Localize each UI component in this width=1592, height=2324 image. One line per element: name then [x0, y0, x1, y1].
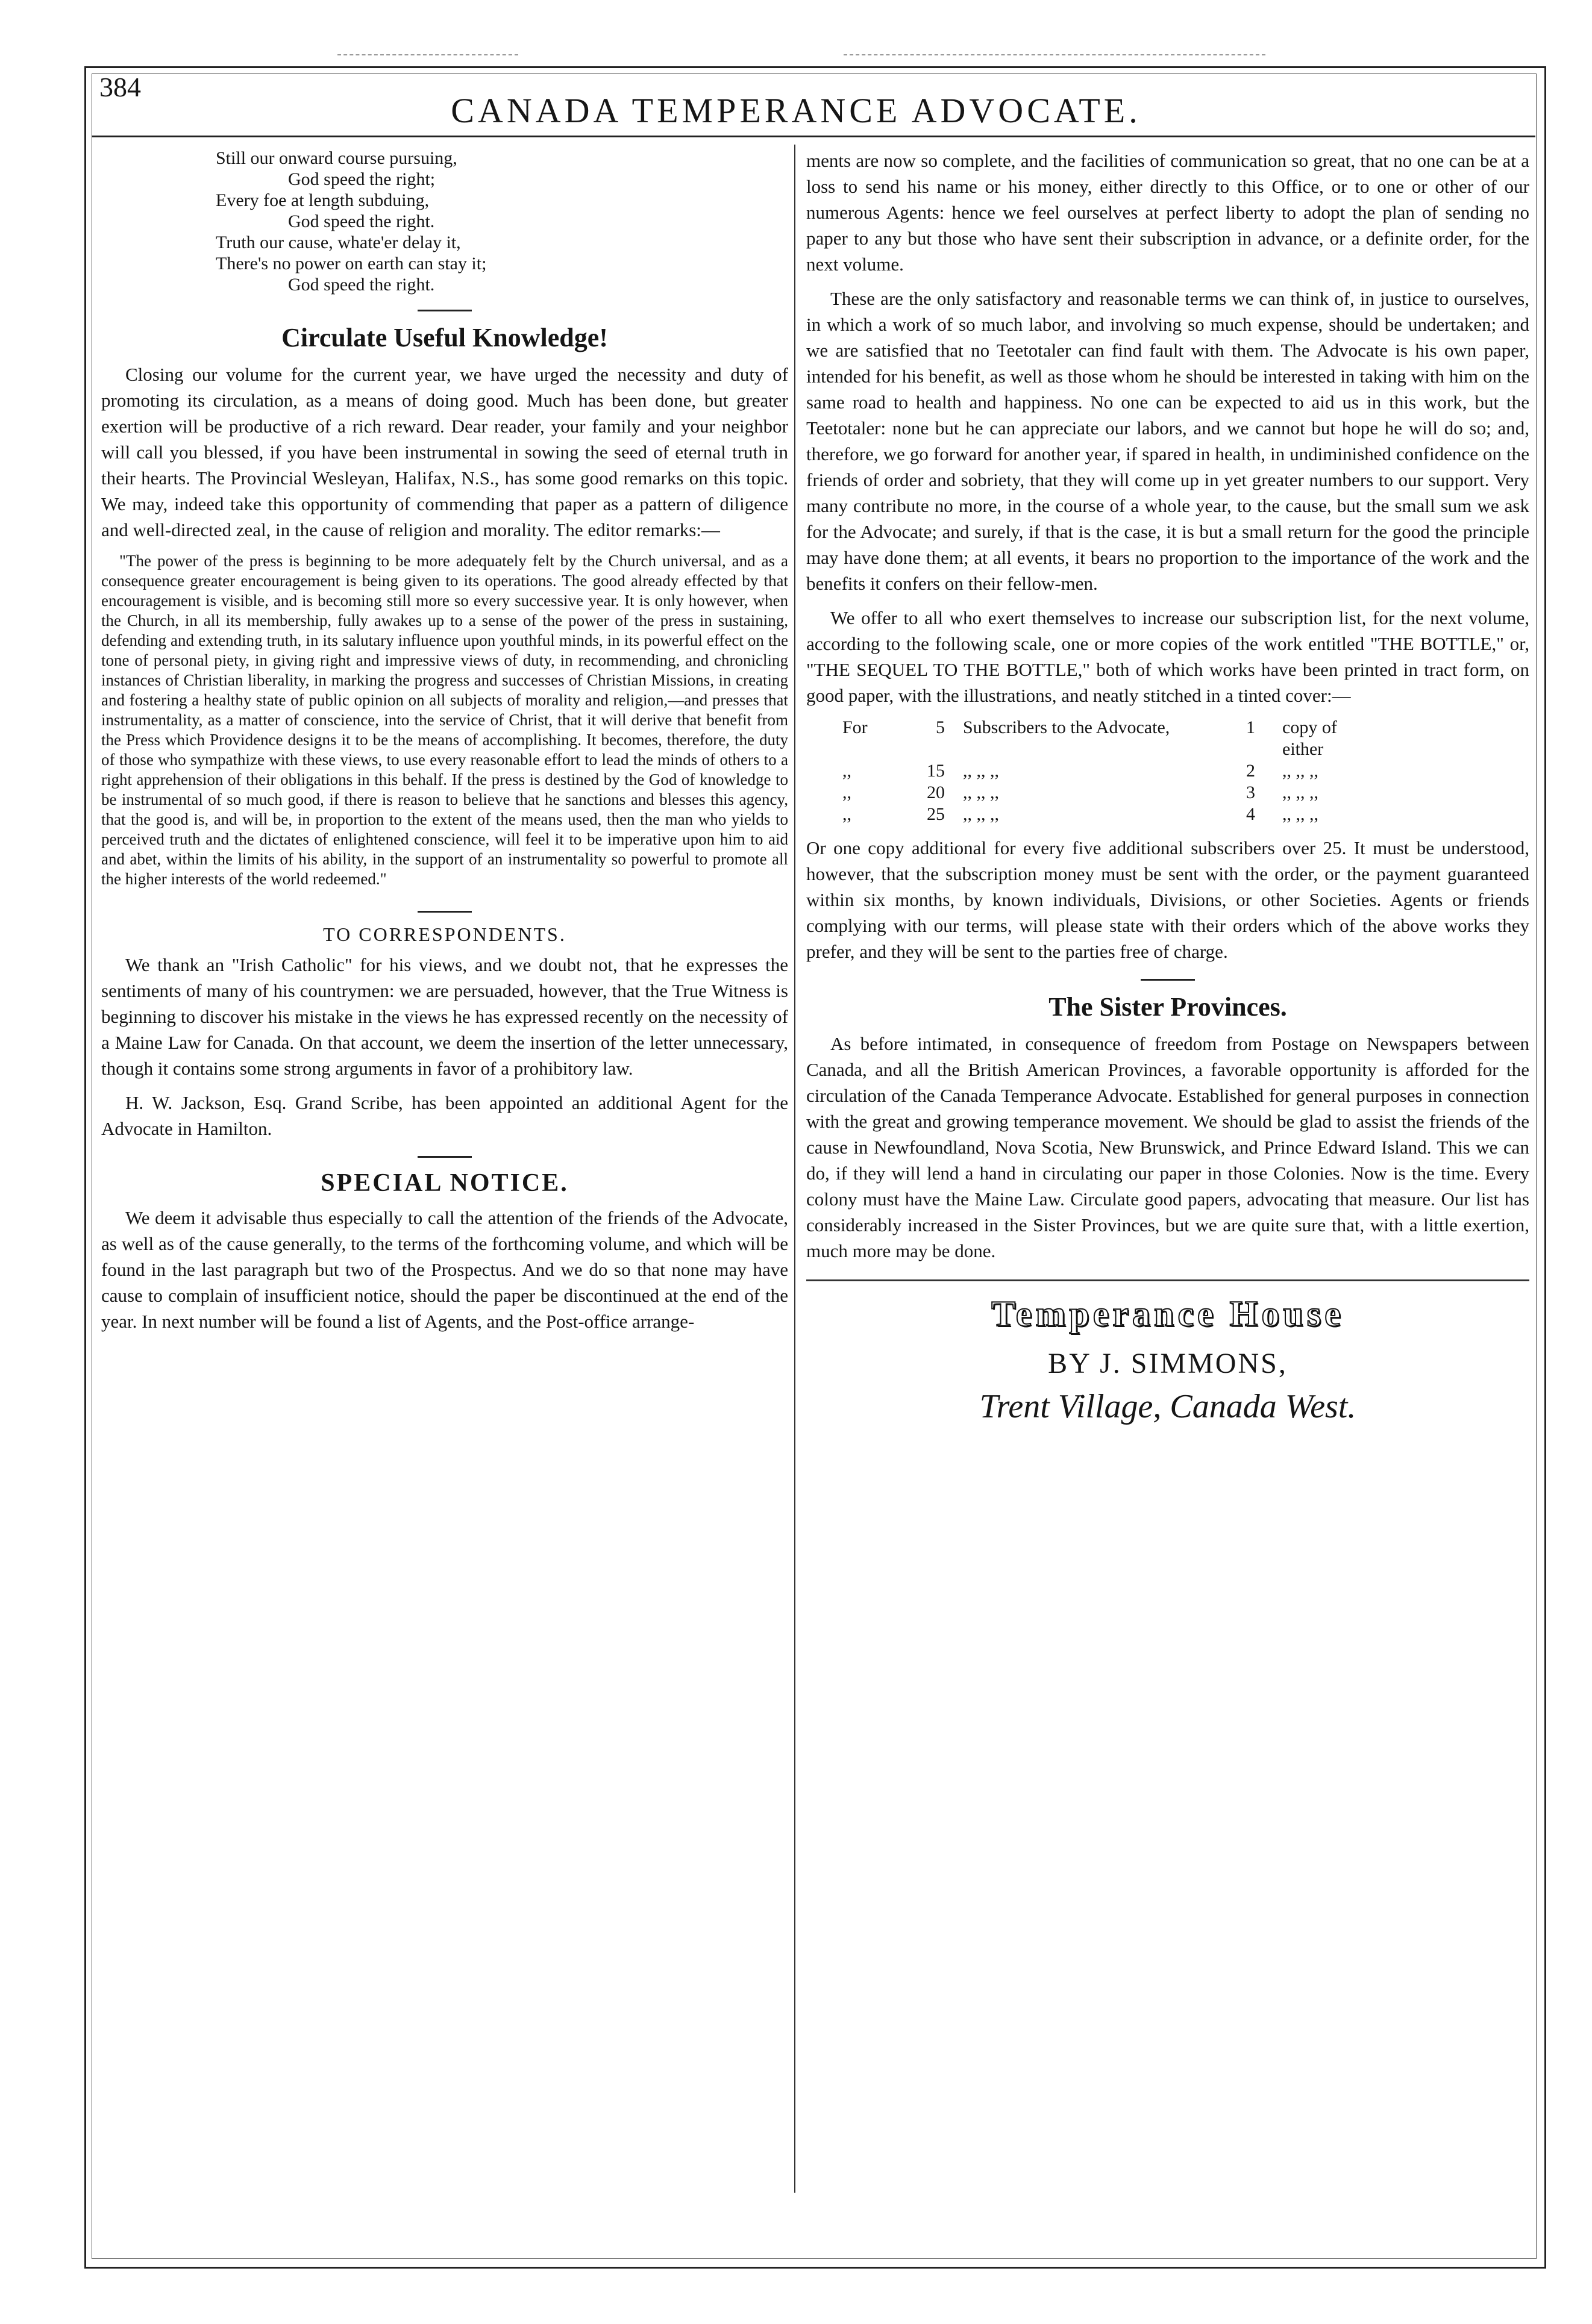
rate-count: 5: [936, 717, 945, 737]
special-notice-paragraph: We deem it advisable thus especially to call the attention of the friends of the Advocate, as well as of the cause generally, to the terms of the forthcoming volume, and which will be found in the last paragraph but two of the Prospectus. And we do so that none may have cause to complain of insufficient notice, should the paper be discontinued at the end of the year. In next number will be found a list of Agents, and the Post-office arrange-: [101, 1207, 788, 1332]
agent-notice-paragraph: H. W. Jackson, Esq. Grand Scribe, has been appointed an additional Agent for the Advocate in Hamilton.: [101, 1092, 788, 1139]
page-number: 384: [99, 72, 141, 102]
offer-paragraph: We offer to all who exert themselves to increase our subscription list, for the next volume, according to the following scale, one or more copies of the work entitled "THE BOTTLE," or, "THE SEQUEL TO THE BOTTLE," both of which works have been printed in tract form, on good paper, with the illustrations, and neatly stitched in a tinted cover:—: [806, 607, 1529, 706]
column-divider: [794, 145, 795, 2193]
section-rule: [418, 310, 472, 311]
rates-row: [842, 760, 1529, 782]
sister-provinces-heading: The Sister Provinces.: [1048, 992, 1287, 1022]
poem-line: God speed the right;: [288, 169, 436, 189]
section-rule: [418, 911, 472, 913]
rate-count: 25: [927, 804, 945, 824]
sister-provinces-paragraph: As before intimated, in consequence of freedom from Postage on Newspapers between Canada, and all the British American Provinces, a favorable opportunity is afforded for the circulation of the Canada Temperance Advocate. Established for general purposes in connection with the great and growing temperance movement. We should be glad to assist the friends of the cause in Newfoundland, Nova Scotia, New Brunswick, and Prince Edward Island. This we can do, if they will lend a hand in circulating our paper in those Colonies. Now is the time. Every colony must have the Maine Law. Circulate good papers, advocating that measure. Our list has considerably increased in the Sister Provinces, but we are quite sure that, with a little exertion, much more may be done.: [806, 1033, 1529, 1261]
rate-copies: 4: [1246, 804, 1255, 824]
newspaper-title: CANADA TEMPERANCE ADVOCATE.: [451, 91, 1141, 130]
rate-count: 20: [927, 782, 945, 802]
section-rule: [1141, 979, 1195, 981]
advertisement-title: Temperance House: [991, 1294, 1344, 1334]
rate-text: Subscribers to the Advocate,: [963, 717, 1170, 737]
terms-paragraph: These are the only satisfactory and reasonable terms we can think of, in justice to ourselves, in which a work of so much labor, and involving so much expense, should be undertaken; and we are satisfied that no Teetotaler can find fault with them. The Advocate is his own paper, intended for his benefit, as well as those whom he should be interested in taking with him on the same road to health and happiness. No one can be expected to aid us in this work, but the Teetotaler: none but he can appreciate our labors, and we cannot but hope he will do so; and, therefore, we go forward for another year, if spared in health, in undiminished confidence on the friends of order and sobriety, that they will come up in yet greater numbers to our support. Very many contribute no more, in the course of a whole year, to the cause, but the small sum we ask for the Advocate; and surely, if that is the case, it is but a small return for the good the principle may have done them; at all events, it bears no proportion to the importance of the work and the benefits it confers on their fellow-men.: [806, 288, 1529, 594]
rate-copies: 2: [1246, 761, 1255, 781]
rate-text: ,, ,, ,,: [963, 782, 999, 802]
rate-copies: 1: [1246, 717, 1255, 737]
rate-prefix: ,,: [842, 761, 851, 781]
poem-line: Every foe at length subduing,: [216, 190, 430, 210]
rates-row: [842, 717, 1529, 760]
subscriber-rates-table: [842, 717, 1529, 825]
poem-line: God speed the right.: [288, 211, 435, 231]
rate-count: 15: [927, 761, 945, 781]
rate-tail: ,, ,, ,,: [1282, 804, 1318, 824]
left-column: [101, 148, 788, 1343]
header-rule: [92, 136, 1535, 137]
top-margin-mark: [844, 54, 1265, 55]
additional-terms-paragraph: Or one copy additional for every five additional subscribers over 25. It must be understood, however, that the subscription money must be sent with the order, or the payment guaranteed within six months, by known individuals, Divisions, or other Societies. Agents or friends complying with our terms, will please state with their orders which of the above works they prefer, and they will be sent to the parties free of charge.: [806, 837, 1529, 962]
rate-text: ,, ,, ,,: [963, 804, 999, 824]
circulate-paragraph: Closing our volume for the current year, we have urged the necessity and duty of promoting its circulation, as a means of doing good. Much has been done, but greater exertion will be productive of a rich reward. Dear reader, your family and your neighbor will call you blessed, if you have been instrumental in sowing the seed of eternal truth in their hearts. The Provincial Wesleyan, Halifax, N.S., has some good remarks on this topic. We may, indeed take this opportunity of commending that paper as a pattern of diligence and well-directed zeal, in the cause of religion and morality. The editor remarks:—: [101, 364, 788, 540]
poem: [216, 148, 788, 295]
section-rule: [418, 1156, 472, 1158]
rates-row: [842, 804, 1529, 825]
correspondents-heading: TO CORRESPONDENTS.: [323, 923, 566, 945]
rate-copies: 3: [1246, 782, 1255, 802]
top-margin-mark: [337, 54, 518, 55]
rate-tail: ,, ,, ,,: [1282, 782, 1318, 802]
poem-line: Still our onward course pursuing,: [216, 148, 457, 168]
right-column: [806, 148, 1529, 1426]
rate-prefix: ,,: [842, 804, 851, 824]
rate-tail: copy of either: [1282, 717, 1337, 759]
special-notice-heading: SPECIAL NOTICE.: [321, 1169, 569, 1197]
circulate-heading: Circulate Useful Knowledge!: [281, 323, 608, 352]
rate-tail: ,, ,, ,,: [1282, 761, 1318, 781]
rates-row: [842, 782, 1529, 804]
poem-line: There's no power on earth can stay it;: [216, 254, 487, 273]
rate-prefix: For: [842, 717, 868, 737]
rate-text: ,, ,, ,,: [963, 761, 999, 781]
poem-line: Truth our cause, whate'er delay it,: [216, 233, 461, 252]
rate-prefix: ,,: [842, 782, 851, 802]
poem-line: God speed the right.: [288, 275, 435, 295]
press-quote: "The power of the press is beginning to be more adequately felt by the Church universal, and as a consequence greater encouragement is being given to its operations. The good already effected by that encouragement is visible, and is becoming still more so every successive year. It is only however, when the Church, in all its membership, fully awakes up to a sense of the power of the press in sustaining, defending and extending truth, in its salutary influence upon youthful minds, in its powerful effect on the tone of personal piety, in giving right and impressive views of duty, in recommending, and chronicling instances of Christian liberality, in marking the progress and successes of Christian Missions, in creating and fostering a healthy state of public opinion on all subjects of morality and religion,—and presses that instrumentality, as a matter of conscience, into the service of Christ, that it will derive that benefit from the Press which Providence designs it to be the means of accomplishing. It becomes, therefore, the duty of those who sympathize with these views, to use every reasonable effort to lead the minds of others to a right apprehension of their obligations in this behalf. If the press is destined by the God of knowledge to be instrumental of so much good, if there is reason to believe that he sanctions and blesses this agency, that the good is, and will be, in proportion to the extent of the means used, then the man who yields to perceived truth and the dictates of enlightened conscience, will feel it to be imperative upon him to aid and abet, within the limits of his ability, in the support of an instrumentality so powerful to promote all the higher interests of the world redeemed.": [101, 552, 788, 888]
continued-paragraph: ments are now so complete, and the facilities of communication so great, that no one can be at a loss to send his name or his money, either directly to this Office, or to one or other of our numerous Agents: hence we feel ourselves at perfect liberty to adopt the plan of sending no paper to any but those who have sent their subscription in advance, or a definite order, for the next volume.: [806, 150, 1529, 275]
correspondents-paragraph: We thank an "Irish Catholic" for his views, and we doubt not, that he expresses the sentiments of many of his countrymen: we are persuaded, however, that the True Witness is beginning to discover his mistake in the views he has expressed recently on the necessity of a Maine Law for Canada. On that account, we deem the insertion of the letter unnecessary, though it contains some strong arguments in favor of a prohibitory law.: [101, 954, 788, 1079]
advertisement-location: Trent Village, Canada West.: [979, 1388, 1356, 1425]
advertisement-rule: [806, 1279, 1529, 1281]
advertisement-proprietor: BY J. SIMMONS,: [1048, 1348, 1288, 1379]
